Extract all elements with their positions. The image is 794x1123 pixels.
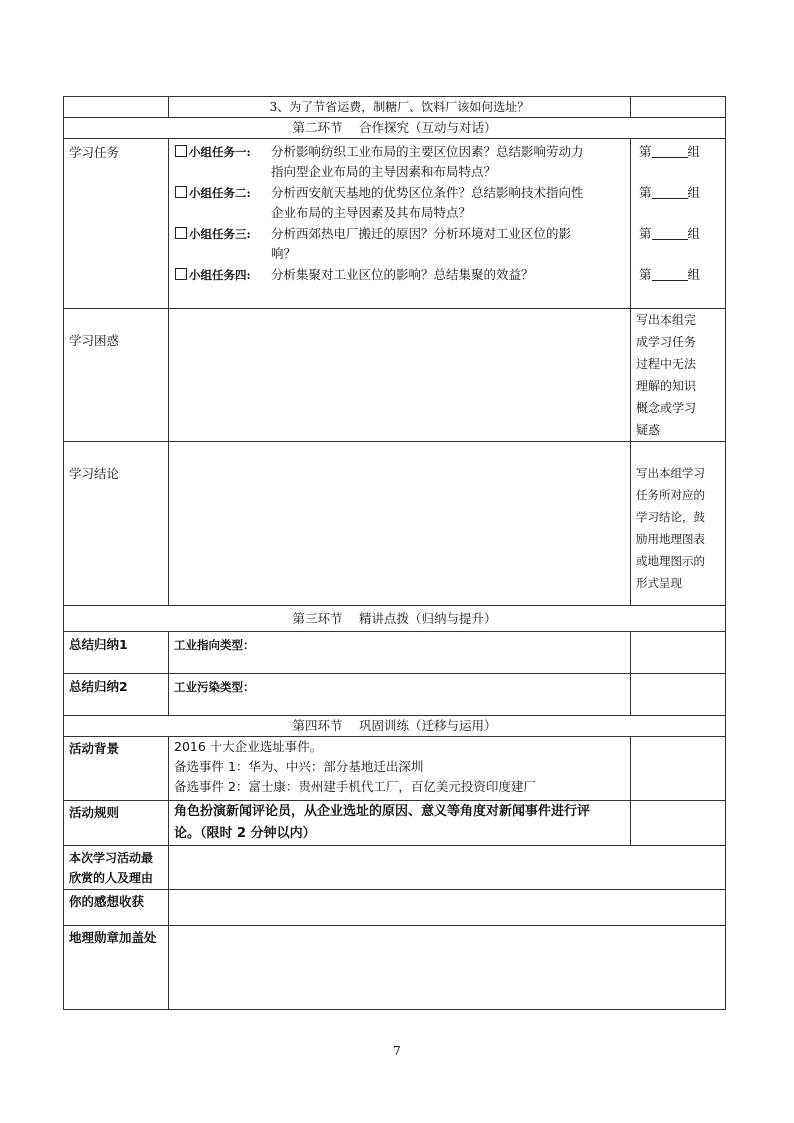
task-text: 分析集聚对工业区位的影响？总结集聚的效益？ [271, 267, 534, 282]
group-number-field[interactable] [652, 227, 688, 240]
task-label: 小组任务四: [189, 268, 251, 282]
group-number-field[interactable] [652, 145, 688, 158]
task-label: 小组任务一: [189, 145, 251, 159]
question-3-text: 3、为了节省运费，制糖厂、饮料厂该如何选址？ [169, 97, 631, 118]
task-text: 分析影响纺织工业布局的主要区位因素？总结影响劳动力 [271, 144, 584, 159]
task-text-cont: 指向型企业布局的主导因素和布局特点？ [271, 164, 497, 179]
empty-cell [631, 674, 726, 716]
tasks-cell [169, 139, 631, 309]
learning-task-label: 学习任务 [64, 139, 169, 309]
empty-cell [631, 801, 726, 846]
task-label: 小组任务二: [189, 186, 251, 200]
stamp-label: 地理勋章加盖处 [64, 926, 169, 1010]
summary-1-text[interactable]: 工业指向类型： [169, 632, 631, 674]
page-number: 7 [393, 1044, 401, 1058]
activity-rules-label: 活动规则 [64, 801, 169, 846]
activity-background-text: 2016 十大企业选址事件。 备选事件 1：华为、中兴：部分基地迁出深圳 备选事件 2：富士康：贵州建手机代工厂，百亿美元投资印度建厂 [169, 737, 631, 801]
favorite-label: 本次学习活动最 欣赏的人及理由 [64, 846, 169, 890]
checkbox-icon[interactable] [175, 227, 187, 239]
summary-1-row [64, 632, 726, 674]
checkbox-icon[interactable] [175, 145, 187, 157]
task-text: 分析西安航天基地的优势区位条件？总结影响技术指向性 [271, 185, 584, 200]
summary-2-text[interactable]: 工业污染类型： [169, 674, 631, 716]
task-item-3 [175, 224, 625, 265]
conclusion-note: 写出本组学习 任务所对应的 学习结论，鼓 励用地理图表 或地理图示的 形式呈现 [631, 442, 726, 606]
summary-2-row [64, 674, 726, 716]
conclusion-label: 学习结论 [64, 442, 169, 606]
activity-background-label: 活动背景 [64, 737, 169, 801]
group-blank-1: 第 组 [639, 144, 701, 159]
confusion-answer-area[interactable] [169, 309, 631, 442]
group-number-field[interactable] [652, 186, 688, 199]
activity-background-row [64, 737, 726, 801]
section-4-header: 第四环节 巩固训练（迁移与运用） [64, 716, 726, 737]
section-3-header: 第三环节 精讲点拨（归纳与提升） [64, 606, 726, 632]
summary-2-label: 总结归纳2 [64, 674, 169, 716]
question-3-row [64, 97, 726, 118]
group-blank-2: 第 组 [639, 185, 701, 200]
task-item-1 [175, 142, 625, 183]
confusion-row [64, 309, 726, 442]
group-number-field[interactable] [652, 268, 688, 281]
task-item-2 [175, 183, 625, 224]
conclusion-row [64, 442, 726, 606]
worksheet-table [63, 96, 726, 1010]
feeling-label: 你的感想收获 [64, 890, 169, 926]
empty-cell [64, 97, 169, 118]
activity-rules-text: 角色扮演新闻评论员，从企业选址的原因、意义等角度对新闻事件进行评 论。（限时 2 分钟以内） [169, 801, 631, 846]
empty-cell [631, 97, 726, 118]
group-blank-3: 第 组 [639, 226, 701, 241]
stamp-row [64, 926, 726, 1010]
favorite-row [64, 846, 726, 890]
checkbox-icon[interactable] [175, 186, 187, 198]
task-text: 分析西郊热电厂搬迁的原因？分析环境对工业区位的影 [271, 226, 572, 241]
empty-cell [631, 737, 726, 801]
group-blanks-cell [631, 139, 726, 309]
checkbox-icon[interactable] [175, 268, 187, 280]
task-text-cont: 响？ [271, 246, 297, 261]
activity-rules-row [64, 801, 726, 846]
conclusion-answer-area[interactable] [169, 442, 631, 606]
stamp-area[interactable] [169, 926, 726, 1010]
confusion-note: 写出本组完 成学习任务 过程中无法 理解的知识 概念或学习 疑惑 [631, 309, 726, 442]
task-item-4 [175, 265, 625, 295]
summary-1-label: 总结归纳1 [64, 632, 169, 674]
learning-task-row [64, 139, 726, 309]
favorite-answer-area[interactable] [169, 846, 726, 890]
group-blank-4: 第 组 [639, 267, 701, 282]
empty-cell [631, 632, 726, 674]
task-text-cont: 企业布局的主导因素及其布局特点？ [271, 205, 472, 220]
section-2-header: 第二环节 合作探究（互动与对话） [64, 118, 726, 139]
confusion-label: 学习困惑 [64, 309, 169, 442]
feeling-row [64, 890, 726, 926]
feeling-answer-area[interactable] [169, 890, 726, 926]
task-label: 小组任务三: [189, 227, 251, 241]
